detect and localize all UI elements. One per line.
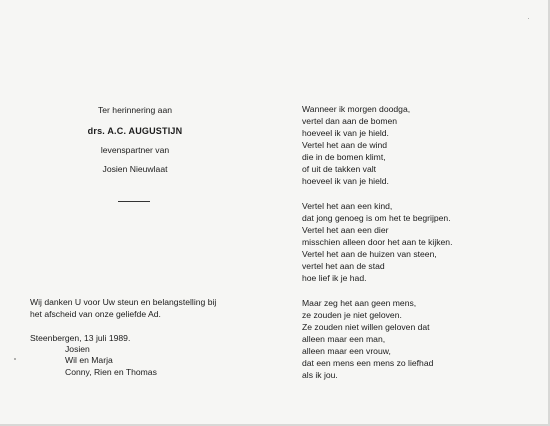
poem-line: hoe lief ik je had. <box>302 273 367 283</box>
partner-name: Josien Nieuwlaat <box>102 164 168 174</box>
poem-stanza-2 <box>302 200 542 284</box>
scan-speck <box>14 358 16 360</box>
poem-line: vertel dan aan de bomen <box>302 116 398 126</box>
signer: Wil en Marja <box>65 355 113 366</box>
deceased-name: drs. A.C. AUGUSTIJN <box>87 126 183 136</box>
divider-rule <box>118 201 150 202</box>
poem <box>302 103 542 392</box>
poem-stanza-1 <box>302 103 542 187</box>
poem-line: misschien alleen door het aan te kijken. <box>302 237 453 247</box>
poem-line: of uit de takken valt <box>302 164 377 174</box>
poem-line: Wanneer ik morgen doodga, <box>302 104 411 114</box>
in-memory-heading: Ter herinnering aan <box>97 105 173 115</box>
poem-line: dat jong genoeg is om het te begrijpen. <box>302 213 451 223</box>
signer: Josien <box>65 344 90 354</box>
scan-speck <box>528 18 529 19</box>
thanks-line-2: het afscheid van onze geliefde Ad. <box>30 309 161 319</box>
partner-of-label: levenspartner van <box>100 145 170 155</box>
poem-line: ze zouden je niet geloven. <box>302 310 402 320</box>
poem-line: dat een mens een mens zo liefhad <box>302 358 434 368</box>
place-date: Steenbergen, 13 juli 1989. <box>30 333 131 343</box>
poem-line: Vertel het aan een dier <box>302 225 389 235</box>
poem-line: vertel het aan de stad <box>302 261 385 271</box>
poem-line: als ik jou. <box>302 370 338 380</box>
poem-line: die in de bomen klimt, <box>302 152 386 162</box>
signers-list <box>65 344 157 378</box>
poem-line: Vertel het aan een kind, <box>302 201 393 211</box>
signer: Conny, Rien en Thomas <box>65 366 157 377</box>
poem-line: Ze zouden niet willen geloven dat <box>302 322 430 332</box>
poem-line: hoeveel ik van je hield. <box>302 176 389 186</box>
poem-line: alleen maar een vrouw, <box>302 346 391 356</box>
poem-stanza-3 <box>302 297 542 381</box>
poem-line: Maar zeg het aan geen mens, <box>302 298 417 308</box>
poem-line: Vertel het aan de huizen van steen, <box>302 249 437 259</box>
thanks-text <box>30 296 270 320</box>
poem-line: alleen maar een man, <box>302 334 386 344</box>
thanks-line-1: Wij danken U voor Uw steun en belangstelling bij <box>30 297 217 307</box>
poem-line: hoeveel ik van je hield. <box>302 128 389 138</box>
poem-line: Vertel het aan de wind <box>302 140 388 150</box>
